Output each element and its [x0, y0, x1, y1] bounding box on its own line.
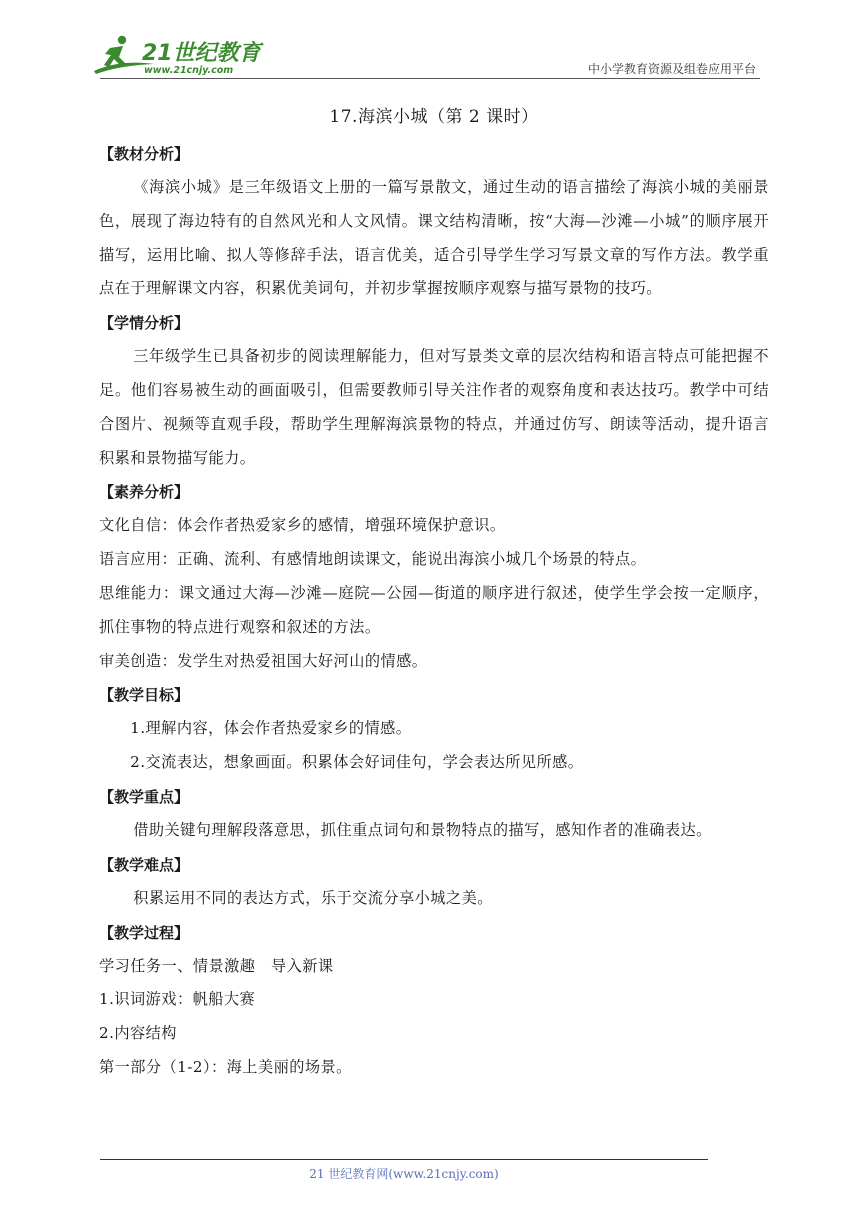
process-item: 学习任务一、情景激趣 导入新课 [99, 956, 334, 975]
textbook-analysis-paragraph: 《海滨小城》是三年级语文上册的一篇写景散文，通过生动的语言描绘了海滨小城的美丽景色，展现了海边特有的自然风光和人文风情。课文结构清晰，按“大海—沙滩—小城”的顺序展开描写，运用比喻、拟人等修辞手法，语言优美，适合引导学生学习写景文章的写作方法。教学重点在于理解课文内容，积累优美词句，并初步掌握按顺序观察与描写景物的技巧。 [99, 178, 769, 298]
page-title: 17.海滨小城（第 2 课时） [329, 107, 539, 127]
section-heading-difficulty: 【教学难点】 [99, 855, 190, 874]
focus-paragraph: 借助关键句理解段落意思，抓住重点词句和景物特点的描写，感知作者的准确表达。 [133, 820, 712, 839]
section-heading-literacy: 【素养分析】 [99, 483, 190, 502]
process-item: 2.内容结构 [99, 1024, 177, 1043]
footer-divider [100, 1159, 708, 1160]
process-item: 第一部分（1-2）：海上美丽的场景。 [99, 1057, 352, 1076]
footer-link[interactable]: 21 世纪教育网(www.21cnjy.com) [309, 1167, 499, 1181]
platform-label: 中小学教育资源及组卷应用平台 [587, 62, 756, 76]
literacy-item: 审美创造：发学生对热爱祖国大好河山的情感。 [99, 651, 428, 670]
site-logo [92, 33, 264, 77]
header-divider [100, 78, 760, 79]
goal-item: 2.交流表达，想象画面。积累体会好词佳句，学会表达所见所感。 [130, 753, 584, 772]
logo-url: www.21cnjy.com [144, 65, 234, 76]
section-heading-goals: 【教学目标】 [99, 686, 190, 705]
logo-wordmark: 21世纪教育 [142, 41, 261, 66]
literacy-item: 文化自信：体会作者热爱家乡的感情，增强环境保护意识。 [99, 516, 506, 535]
student-analysis-paragraph: 三年级学生已具备初步的阅读理解能力，但对写景类文章的层次结构和语言特点可能把握不足。他们容易被生动的画面吸引，但需要教师引导关注作者的观察角度和表达技巧。教学中可结合图片、视频等直观手段，帮助学生理解海滨景物的特点，并通过仿写、朗读等活动，提升语言积累和景物描写能力。 [99, 347, 769, 467]
literacy-item: 语言应用：正确、流利、有感情地朗读课文，能说出海滨小城几个场景的特点。 [99, 550, 647, 569]
document-body [99, 102, 769, 1085]
difficulty-paragraph: 积累运用不同的表达方式，乐于交流分享小城之美。 [133, 888, 493, 907]
section-heading-textbook: 【教材分析】 [99, 145, 190, 163]
process-item: 1.识词游戏：帆船大赛 [99, 990, 256, 1009]
literacy-item: 思维能力：课文通过大海—沙滩—庭院—公园—街道的顺序进行叙述，使学生学会按一定顺序，抓住事物的特点进行观察和叙述的方法。 [99, 583, 769, 636]
section-heading-students: 【学情分析】 [99, 314, 190, 333]
section-heading-process: 【教学过程】 [99, 923, 190, 942]
goal-item: 1.理解内容，体会作者热爱家乡的情感。 [130, 719, 412, 738]
section-heading-focus: 【教学重点】 [99, 787, 190, 806]
